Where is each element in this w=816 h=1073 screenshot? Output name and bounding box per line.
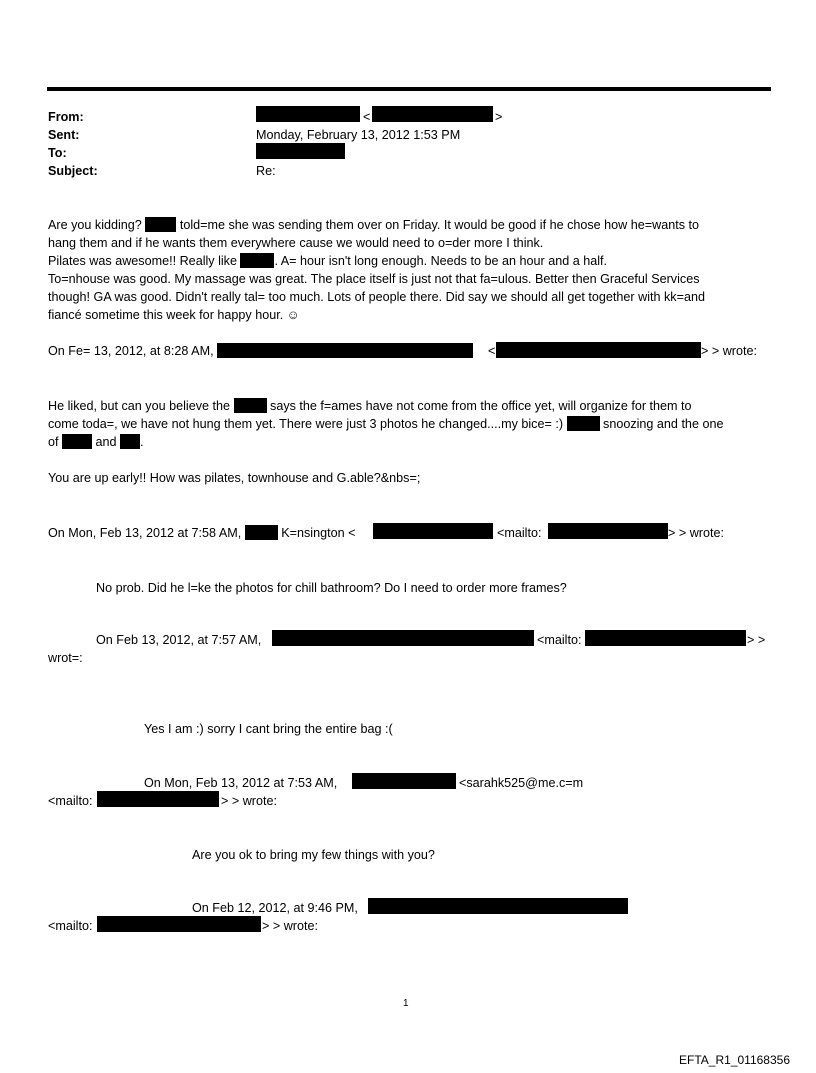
body-line: Are you kidding? told=me she was sending them over on Friday. It would be good if he chose how he=wants to: [48, 218, 700, 232]
body-line: hang them and if he wants them everywhere cause we would need to o=der more I think.: [48, 236, 544, 250]
redaction: [373, 523, 493, 539]
redaction: [585, 630, 746, 646]
redaction: [548, 523, 668, 539]
from-gt: >: [495, 110, 503, 124]
sent-value: Monday, February 13, 2012 1:53 PM: [256, 128, 461, 142]
from-lt: <: [363, 110, 371, 124]
body-line: Are you ok to bring my few things with you?: [192, 848, 435, 862]
quote-email: <sarahk525@me.c=m: [459, 776, 584, 790]
quote-mailto: <mailto:: [48, 794, 93, 808]
from-label: From:: [48, 110, 84, 124]
redaction: [245, 525, 278, 540]
redaction: [352, 773, 456, 789]
quote-header-wrote: > > wrote:: [668, 526, 725, 540]
quote-header-wrote: > >: [747, 633, 766, 647]
body-line: come toda=, we have not hung them yet. There were just 3 photos he changed....my bice= :) snoozing and the one: [48, 417, 724, 431]
body-line: of and .: [48, 435, 144, 449]
quote-mailto: <mailto:: [48, 919, 93, 933]
quote-header-lt: <: [488, 344, 496, 358]
body-line: fiancé sometime this week for happy hour. ☺: [48, 308, 300, 322]
quote-header-wrote: > > wrote:: [701, 344, 758, 358]
body-line: To=nhouse was good. My massage was great. The place itself is just not that fa=ulous. Better then Graceful Services: [48, 272, 700, 286]
from-email-redaction: [372, 106, 493, 122]
redaction: [240, 253, 274, 268]
redaction: [217, 343, 473, 358]
from-name-redaction: [256, 106, 360, 122]
body-line: He liked, but can you believe the says the f=ames have not come from the office yet, will organize for them to: [48, 399, 692, 413]
redaction: [97, 791, 219, 807]
subject-value: Re:: [256, 164, 276, 178]
sent-label: Sent:: [48, 128, 80, 142]
quote-wrote: wrot=:: [48, 651, 83, 665]
body-line: though! GA was good. Didn't really tal= too much. Lots of people there. Did say we should all get together with kk=and: [48, 290, 705, 304]
body-line: No prob. Did he l=ke the photos for chill bathroom? Do I need to order more frames?: [96, 581, 567, 595]
to-label: To:: [48, 146, 67, 160]
redaction: [234, 398, 267, 413]
quote-mailto: <mailto:: [537, 633, 582, 647]
redaction: [368, 898, 628, 914]
to-redaction: [256, 143, 345, 159]
quote-mailto: <mailto:: [497, 526, 542, 540]
quote-header-wrote: > > wrote:: [262, 919, 319, 933]
quote-header: On Fe= 13, 2012, at 8:28 AM,: [48, 342, 473, 360]
quote-header-wrote: > > wrote:: [221, 794, 278, 808]
redaction: [496, 342, 701, 358]
quote-header: On Feb 12, 2012, at 9:46 PM,: [192, 901, 358, 915]
redaction: [567, 416, 600, 431]
body-line: Yes I am :) sorry I cant bring the entire bag :(: [144, 722, 393, 736]
redaction: [120, 434, 140, 449]
quote-header: On Mon, Feb 13, 2012 at 7:53 AM,: [144, 776, 338, 790]
redaction: [97, 916, 261, 932]
quote-header: On Mon, Feb 13, 2012 at 7:58 AM, K=nsington <: [48, 526, 356, 540]
redaction: [62, 434, 92, 449]
quote-header: On Feb 13, 2012, at 7:57 AM,: [96, 633, 262, 647]
subject-label: Subject:: [48, 164, 98, 178]
redaction: [272, 630, 534, 646]
bates-number: EFTA_R1_01168356: [679, 1053, 790, 1067]
header-rule: [47, 87, 771, 91]
redaction: [145, 217, 176, 232]
body-line: You are up early!! How was pilates, townhouse and G.able?&nbs=;: [48, 471, 421, 485]
page-number: 1: [403, 998, 409, 1009]
body-line: Pilates was awesome!! Really like . A= hour isn't long enough. Needs to be an hour and a half.: [48, 254, 608, 268]
